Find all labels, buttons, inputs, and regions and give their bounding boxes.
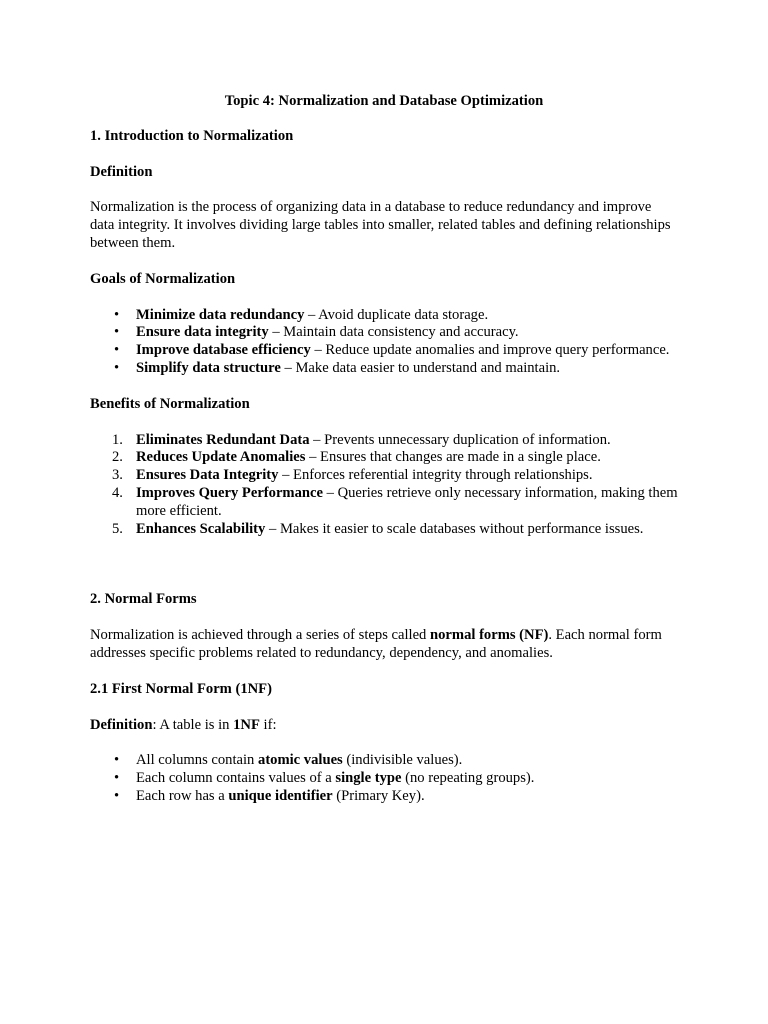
document-page	[90, 93, 678, 806]
list-item	[112, 449, 678, 467]
benefit-term: Enhances Scalability	[136, 520, 266, 537]
list-item: • All columns contain atomic values (indivisible values).	[136, 752, 678, 770]
goal-desc: – Make data easier to understand and maintain.	[280, 359, 561, 376]
benefits-list	[90, 432, 678, 539]
benefit-term: Ensures Data Integrity	[136, 467, 279, 484]
list-item	[112, 431, 678, 450]
benefit-term: Reduces Update Anomalies	[136, 449, 306, 466]
list-item	[136, 307, 678, 325]
goal-term: Simplify data structure	[136, 359, 281, 376]
list-item	[112, 520, 678, 539]
list-item	[136, 360, 678, 378]
section-2-heading: 2. Normal Forms	[90, 591, 197, 608]
goal-term: Ensure data integrity	[136, 324, 269, 341]
list-number: 1.	[112, 431, 123, 448]
goal-desc: – Reduce update anomalies and improve query performance.	[310, 342, 670, 359]
goals-list	[90, 307, 678, 378]
goal-desc: – Maintain data consistency and accuracy.	[268, 324, 519, 341]
list-item: • Each column contains values of a single type (no repeating groups).	[136, 770, 678, 788]
list-item	[112, 467, 678, 485]
1nf-definition: Definition: A table is in 1NF if:	[90, 716, 277, 733]
list-number: 5.	[112, 520, 123, 537]
definition-paragraph: Normalization is the process of organizing data in a database to reduce redundancy and improve data integrity. It involves dividing large tables into smaller, related tables and defining relationships between them.	[90, 199, 671, 251]
list-item: • Each row has a unique identifier (Primary Key).	[136, 788, 678, 806]
list-number: 3.	[112, 467, 123, 484]
goal-term: Minimize data redundancy	[136, 306, 305, 323]
benefit-desc: – Prevents unnecessary duplication of information.	[309, 431, 611, 448]
benefit-desc: – Enforces referential integrity through relationships.	[278, 467, 593, 484]
benefit-desc: – Ensures that changes are made in a single place.	[305, 449, 601, 466]
benefit-term: Improves Query Performance	[136, 484, 323, 501]
list-item	[136, 324, 678, 342]
1nf-heading: 2.1 First Normal Form (1NF)	[90, 680, 272, 697]
list-number: 2.	[112, 449, 123, 466]
1nf-rules-list	[90, 752, 678, 805]
section-1-heading: 1. Introduction to Normalization	[90, 127, 294, 144]
list-number: 4.	[112, 484, 123, 501]
benefit-term: Eliminates Redundant Data	[136, 431, 310, 448]
benefit-desc: – Makes it easier to scale databases without performance issues.	[265, 520, 644, 537]
definition-heading: Definition	[90, 163, 153, 180]
normal-forms-intro: Normalization is achieved through a series of steps called normal forms (NF). Each normal form addresses specific problems related to redundancy, dependency, and anomalies.	[90, 627, 662, 661]
list-item	[136, 342, 678, 360]
goal-term: Improve database efficiency	[136, 342, 311, 359]
benefits-heading: Benefits of Normalization	[90, 395, 250, 412]
goal-desc: – Avoid duplicate data storage.	[304, 306, 489, 323]
benefit-desc: – Queries retrieve only necessary information, making them more efficient.	[136, 484, 678, 519]
goals-heading: Goals of Normalization	[90, 270, 236, 287]
document-title: Topic 4: Normalization and Database Optimization	[224, 93, 544, 109]
list-item	[112, 484, 678, 521]
